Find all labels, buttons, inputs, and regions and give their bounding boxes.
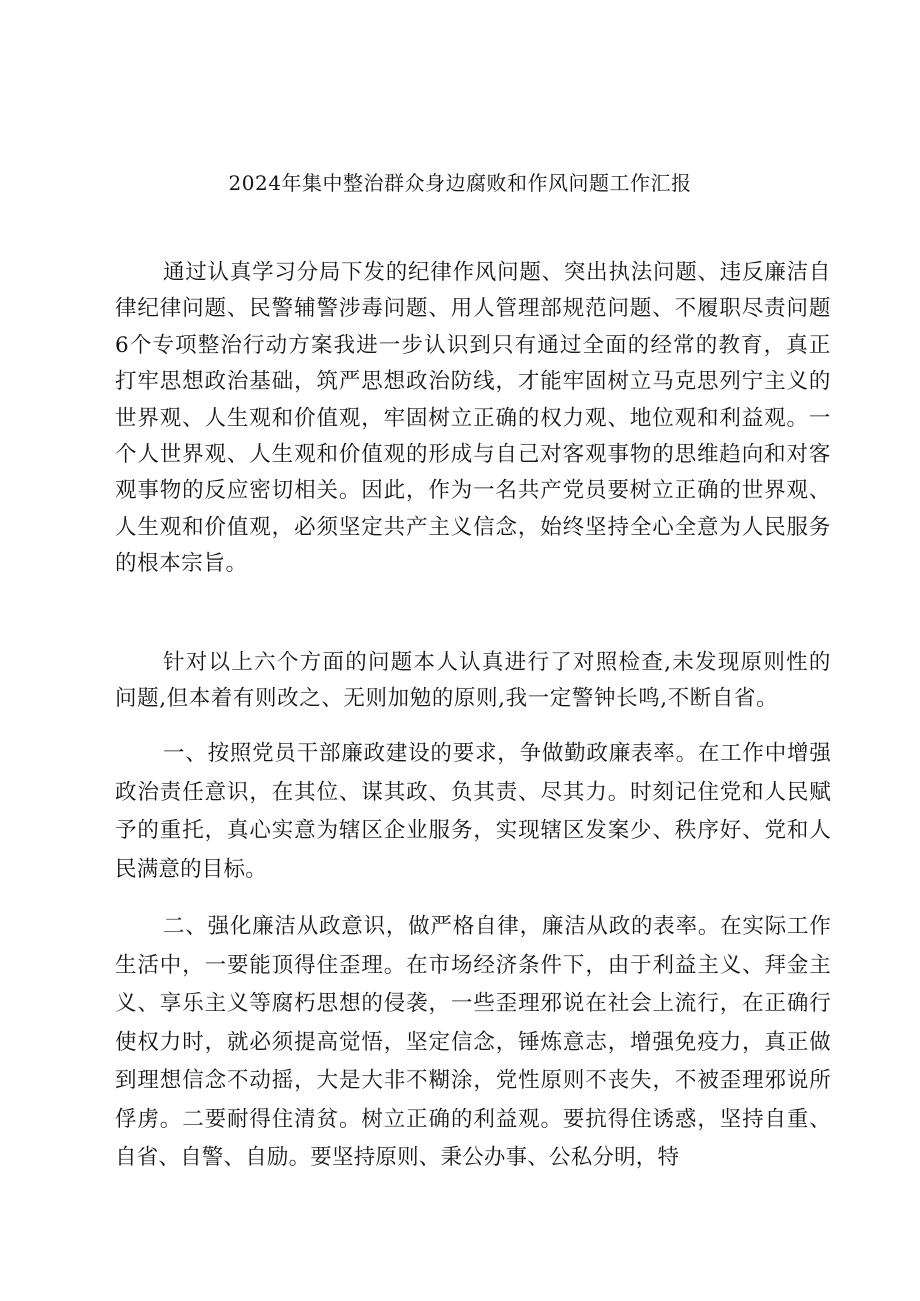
paragraph-study-summary: 通过认真学习分局下发的纪律作风问题、突出执法问题、违反廉洁自律纪律问题、民警辅警涉毒问题、用人管理部规范问题、不履职尽责问题6个专项整治行动方案我进一步认识到只有通过全面的经常的教育，真正打牢思想政治基础，筑严思想政治防线，才能牢固树立马克思列宁主义的世界观、人生观和价值观，牢固树立正确的权力观、地位观和利益观。一个人世界观、人生观和价值观的形成与自己对客观事物的思维趋向和对客观事物的反应密切相关。因此，作为一名共产党员要树立正确的世界观、人生观和价值观，必须坚定共产主义信念，始终坚持全心全意为人民服务的根本宗旨。 (115, 260, 831, 577)
paragraph-point-two: 二、强化廉洁从政意识，做严格自律，廉洁从政的表率。在实际工作生活中，一要能顶得住歪理。在市场经济条件下，由于利益主义、拜金主义、享乐主义等腐朽思想的侵袭，一些歪理邪说在社会上流行，在正确行使权力时，就必须提高觉悟，坚定信念，锤炼意志，增强免疫力，真正做到理想信念不动摇，大是大非不糊涂，党性原则不丧失，不被歪理邪说所俘虏。二要耐得住清贫。树立正确的利益观。要抗得住诱惑，坚持自重、自省、自警、自励。要坚持原则、秉公办事、公私分明，特 (115, 914, 831, 1170)
paragraph-point-one: 一、按照党员干部廉政建设的要求，争做勤政廉表率。在工作中增强政治责任意识，在其位、谋其政、负其责、尽其力。时刻记住党和人民赋予的重托，真心实意为辖区企业服务，实现辖区发案少、秩序好、党和人民满意的目标。 (115, 741, 831, 882)
document-title: 2024年集中整治群众身边腐败和作风问题工作汇报 (228, 171, 692, 195)
paragraph-self-check: 针对以上六个方面的问题本人认真进行了对照检查,未发现原则性的问题,但本着有则改之、无则加勉的原则,我一定警钟长鸣,不断自省。 (115, 650, 831, 712)
